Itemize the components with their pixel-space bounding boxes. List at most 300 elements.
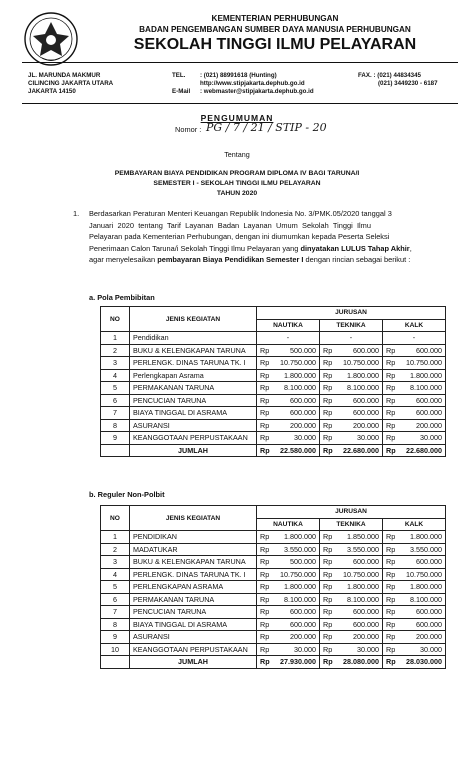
currency-label: Rp [386,544,396,554]
amount-cell [320,568,383,581]
amount-cell [383,419,446,432]
currency-label: Rp [323,408,333,418]
currency-label: Rp [260,582,270,592]
currency-label: Rp [323,420,333,430]
amount-cell [383,407,446,420]
currency-label: Rp [386,557,396,567]
contact-values [200,72,314,96]
row-number: 1 [101,531,130,544]
amount-value: 200.000 [416,632,442,642]
paragraph-number: 1. [73,209,80,218]
amount-value: 30.000 [294,433,316,443]
tel-value: : (021) 88991618 (Hunting) [200,72,277,79]
table-row [101,631,446,644]
contact-labels [172,72,190,96]
amount-cell [257,656,320,669]
row-number: 8 [101,618,130,631]
row-number: 4 [101,369,130,382]
amount-value: 22.680.000 [343,445,379,455]
tentang-label: Tentang [224,150,250,159]
currency-label: Rp [260,632,270,642]
currency-label: Rp [323,594,333,604]
amount-value: 10.750.000 [280,569,316,579]
paragraph-line: Pelayaran pada Kementerian Perhubungan, dengan ini diumumkan kepada Peserta Seleksi [89,232,390,241]
table-row [101,357,446,370]
amount-cell [257,593,320,606]
paragraph-line: Januari 2020 tentang Tarif Layanan Badan Layanan Umum Sekolah Tinggi Ilmu [89,220,371,230]
amount-value: 30.000 [420,644,442,654]
amount-cell [320,357,383,370]
amount-cell [383,543,446,556]
currency-label: Rp [386,445,396,455]
amount-value: 200.000 [416,420,442,430]
currency-label: Rp [323,632,333,642]
email-label: E-Mail [172,88,191,95]
amount-cell [383,394,446,407]
amount-cell [383,656,446,669]
paragraph-line: Berdasarkan Peraturan Menteri Keuangan Republik Indonesia No. 3/PMK.05/2020 tanggal 3 [89,209,392,218]
total-blank [101,656,130,669]
col-teknika: TEKNIKA [320,319,383,332]
amount-value: 1.800.000 [284,582,316,592]
section-label: b. Reguler Non-Polbit [89,490,165,499]
row-activity: PERMAKANAN TARUNA [130,593,257,606]
amount-cell [257,568,320,581]
table-row [101,556,446,569]
amount-value: 22.580.000 [280,445,316,455]
amount-cell [257,407,320,420]
paragraph-line: agar menyelesaikan pembayaran Biaya Pendidikan Semester I dengan rincian sebagai berikut : [89,255,411,264]
row-number: 2 [101,543,130,556]
amount-value: 1.800.000 [410,582,442,592]
row-activity: PERLENGK. DINAS TARUNA TK. I [130,357,257,370]
row-activity: PERLENGKAPAN ASRAMA [130,581,257,594]
amount-cell [383,444,446,457]
header-divider [22,103,458,104]
amount-cell [320,606,383,619]
notice-heading: PENGUMUMAN [200,113,274,123]
currency-label: Rp [260,619,270,629]
row-number: 8 [101,419,130,432]
row-activity: Pendidikan [130,332,257,345]
fee-table-reguler-non-polbit [100,505,446,669]
table-row [101,432,446,445]
row-activity: ASURANSI [130,631,257,644]
amount-cell [257,531,320,544]
amount-cell [383,568,446,581]
currency-label: Rp [386,358,396,368]
amount-value: 600.000 [416,345,442,355]
amount-cell [257,357,320,370]
row-number: 6 [101,394,130,407]
amount-cell [383,631,446,644]
currency-label: Rp [323,445,333,455]
amount-value: 22.680.000 [406,445,442,455]
table-row [101,543,446,556]
amount-cell [383,332,446,345]
currency-label: Rp [260,383,270,393]
table-row [101,369,446,382]
fax-value: : (021) 44834345 [373,72,421,79]
amount-cell [320,344,383,357]
total-blank [101,444,130,457]
ministry-name: KEMENTERIAN PERHUBUNGAN [211,14,339,23]
email-value[interactable]: : webmaster@stipjakarta.dephub.go.id [200,88,314,95]
table-row [101,419,446,432]
currency-label: Rp [260,544,270,554]
amount-cell [257,382,320,395]
amount-value: 1.800.000 [284,370,316,380]
amount-cell [383,382,446,395]
row-number: 1 [101,332,130,345]
currency-label: Rp [386,607,396,617]
currency-label: Rp [386,632,396,642]
header-divider [22,62,458,63]
notice-subtitle: SEMESTER I - SEKOLAH TINGGI ILMU PELAYARAN [153,180,321,187]
amount-cell [257,556,320,569]
total-row [101,444,446,457]
table-row [101,344,446,357]
row-activity: BUKU & KELENGKAPAN TARUNA [130,556,257,569]
currency-label: Rp [323,532,333,542]
amount-value: 3.550.000 [284,544,316,554]
amount-cell [257,432,320,445]
amount-value: 28.080.000 [343,657,379,667]
currency-label: Rp [323,644,333,654]
currency-label: Rp [260,557,270,567]
website-link[interactable]: http://www.stipjakarta.dephub.go.id [200,80,305,87]
currency-label: Rp [260,657,270,667]
row-activity: BIAYA TINGGAL DI ASRAMA [130,618,257,631]
amount-cell [320,618,383,631]
intro-paragraph [89,208,451,266]
address-line: JAKARTA 14150 [28,88,76,95]
amount-value: 600.000 [290,395,316,405]
amount-value: 200.000 [290,632,316,642]
row-activity: BIAYA TINGGAL DI ASRAMA [130,407,257,420]
currency-label: Rp [386,370,396,380]
fax-block [358,72,438,88]
amount-value: 8.100.000 [410,383,442,393]
address-line: CILINCING JAKARTA UTARA [28,80,114,87]
row-number: 3 [101,357,130,370]
table-row [101,606,446,619]
fax-value: (021) 3449230 - 6187 [378,80,438,87]
currency-label: Rp [386,619,396,629]
currency-label: Rp [260,345,270,355]
row-number: 5 [101,581,130,594]
currency-label: Rp [323,358,333,368]
amount-cell [320,432,383,445]
currency-label: Rp [386,408,396,418]
amount-value: 8.100.000 [284,594,316,604]
amount-value: 10.750.000 [280,358,316,368]
amount-value: 27.930.000 [280,657,316,667]
amount-value: 200.000 [290,420,316,430]
currency-label: Rp [260,370,270,380]
amount-cell [383,344,446,357]
currency-label: Rp [386,433,396,443]
currency-label: Rp [323,433,333,443]
currency-label: Rp [386,644,396,654]
currency-label: Rp [323,370,333,380]
amount-cell [320,407,383,420]
amount-value: 600.000 [416,395,442,405]
col-no: NO [101,506,130,531]
fax-label: FAX. [358,72,372,79]
row-activity: KEANGGOTAAN PERPUSTAKAAN [130,643,257,656]
address-line: JL. MARUNDA MAKMUR [28,72,101,79]
currency-label: Rp [260,358,270,368]
amount-cell [257,606,320,619]
amount-value: 500.000 [290,557,316,567]
amount-value: 8.100.000 [410,594,442,604]
amount-value: 28.030.000 [406,657,442,667]
currency-label: Rp [260,532,270,542]
total-row [101,656,446,669]
amount-cell [383,593,446,606]
amount-value: 200.000 [353,632,379,642]
notice-year: TAHUN 2020 [216,190,258,197]
amount-value: 30.000 [420,433,442,443]
row-activity: ASURANSI [130,419,257,432]
currency-label: Rp [260,433,270,443]
col-jurusan: JURUSAN [257,506,446,519]
row-activity: PERLENGK. DINAS TARUNA TK. I [130,568,257,581]
amount-cell [320,581,383,594]
currency-label: Rp [386,569,396,579]
amount-cell [320,656,383,669]
amount-cell [257,618,320,631]
table-row [101,618,446,631]
amount-cell [320,382,383,395]
col-kalk: KALK [383,319,446,332]
amount-value: - [286,333,290,343]
amount-value: 600.000 [416,619,442,629]
amount-value: - [349,333,353,343]
amount-cell [257,543,320,556]
total-label: JUMLAH [130,444,257,457]
col-teknika: TEKNIKA [320,518,383,531]
currency-label: Rp [260,569,270,579]
amount-cell [320,593,383,606]
amount-cell [257,643,320,656]
notice-title: PEMBAYARAN BIAYA PENDIDIKAN PROGRAM DIPLOMA IV BAGI TARUNA/I [114,170,360,177]
currency-label: Rp [386,532,396,542]
amount-cell [320,394,383,407]
amount-value: 600.000 [353,607,379,617]
amount-cell [320,531,383,544]
row-number: 7 [101,407,130,420]
amount-value: 1.850.000 [347,532,379,542]
row-number: 3 [101,556,130,569]
row-activity: PERMAKANAN TARUNA [130,382,257,395]
amount-value: 30.000 [357,433,379,443]
row-number: 6 [101,593,130,606]
currency-label: Rp [386,594,396,604]
amount-value: 30.000 [357,644,379,654]
col-nautika: NAUTIKA [257,518,320,531]
currency-label: Rp [323,544,333,554]
table-row [101,332,446,345]
total-label: JUMLAH [130,656,257,669]
amount-value: 8.100.000 [347,594,379,604]
amount-cell [320,444,383,457]
table-row [101,643,446,656]
row-number: 9 [101,432,130,445]
agency-name: BADAN PENGEMBANGAN SUMBER DAYA MANUSIA PERHUBUNGAN [139,25,411,34]
amount-value: 600.000 [353,395,379,405]
amount-value: 600.000 [353,345,379,355]
currency-label: Rp [260,395,270,405]
ministry-logo [22,10,80,68]
row-number: 2 [101,344,130,357]
row-activity: BUKU & KELENGKAPAN TARUNA [130,344,257,357]
amount-value: 10.750.000 [406,569,442,579]
amount-value: 600.000 [416,408,442,418]
paragraph-line: Penerimaan Calon Taruna/i Sekolah Tinggi Ilmu Pelayaran yang dinyatakan LULUS Tahap Akhir, [89,243,412,253]
amount-value: 600.000 [290,607,316,617]
amount-value: 10.750.000 [343,358,379,368]
amount-value: 10.750.000 [343,569,379,579]
currency-label: Rp [323,619,333,629]
amount-cell [383,531,446,544]
row-number: 7 [101,606,130,619]
amount-value: 600.000 [416,607,442,617]
amount-cell [320,631,383,644]
amount-value: 200.000 [353,420,379,430]
amount-value: 600.000 [353,408,379,418]
amount-value: 600.000 [353,557,379,567]
amount-value: 3.550.000 [410,544,442,554]
amount-value: 600.000 [290,408,316,418]
currency-label: Rp [323,345,333,355]
row-activity: PENCUCIAN TARUNA [130,606,257,619]
row-number: 10 [101,643,130,656]
currency-label: Rp [260,594,270,604]
row-number: 9 [101,631,130,644]
amount-value: 8.100.000 [347,383,379,393]
table-row [101,581,446,594]
amount-cell [257,394,320,407]
row-activity: KEANGGOTAAN PERPUSTAKAAN [130,432,257,445]
row-activity: PENCUCIAN TARUNA [130,394,257,407]
amount-value: 1.800.000 [410,532,442,542]
col-jenis: JENIS KEGIATAN [130,307,257,332]
currency-label: Rp [386,420,396,430]
amount-cell [320,332,383,345]
table-row [101,382,446,395]
row-activity: Perlengkapan Asrama [130,369,257,382]
currency-label: Rp [323,557,333,567]
currency-label: Rp [260,644,270,654]
currency-label: Rp [323,383,333,393]
amount-value: 10.750.000 [406,358,442,368]
amount-cell [320,543,383,556]
amount-value: 3.550.000 [347,544,379,554]
currency-label: Rp [323,607,333,617]
col-no: NO [101,307,130,332]
amount-cell [383,357,446,370]
currency-label: Rp [386,395,396,405]
amount-value: 1.800.000 [410,370,442,380]
notice-number-label: Nomor : [175,125,202,134]
currency-label: Rp [323,657,333,667]
currency-label: Rp [386,657,396,667]
amount-value: 600.000 [416,557,442,567]
fee-table-pola-pembibitan [100,306,446,457]
col-jurusan: JURUSAN [257,307,446,320]
amount-value: 8.100.000 [284,383,316,393]
amount-cell [257,631,320,644]
amount-cell [320,643,383,656]
table-row [101,407,446,420]
amount-value: 1.800.000 [347,582,379,592]
row-activity: PENDIDIKAN [130,531,257,544]
address-block [28,72,113,96]
currency-label: Rp [386,383,396,393]
col-nautika: NAUTIKA [257,319,320,332]
school-name: SEKOLAH TINGGI ILMU PELAYARAN [133,36,417,53]
currency-label: Rp [323,395,333,405]
row-number: 4 [101,568,130,581]
amount-cell [383,556,446,569]
currency-label: Rp [323,569,333,579]
currency-label: Rp [260,445,270,455]
amount-cell [320,419,383,432]
row-number: 5 [101,382,130,395]
amount-cell [257,332,320,345]
currency-label: Rp [386,345,396,355]
amount-value: 600.000 [290,619,316,629]
currency-label: Rp [260,408,270,418]
amount-cell [257,344,320,357]
amount-value: 600.000 [353,619,379,629]
currency-label: Rp [386,582,396,592]
amount-value: 1.800.000 [347,370,379,380]
table-row [101,394,446,407]
amount-cell [383,581,446,594]
notice-number-handwritten: PG / 7 / 21 / STIP - 20 [206,121,327,134]
section-label: a. Pola Pembibitan [89,293,155,302]
amount-cell [257,419,320,432]
col-jenis: JENIS KEGIATAN [130,506,257,531]
currency-label: Rp [260,607,270,617]
table-row [101,531,446,544]
amount-cell [383,432,446,445]
amount-cell [320,556,383,569]
table-row [101,568,446,581]
table-row [101,593,446,606]
amount-cell [257,581,320,594]
amount-cell [383,606,446,619]
col-kalk: KALK [383,518,446,531]
amount-cell [257,369,320,382]
row-activity: MADATUKAR [130,543,257,556]
amount-cell [383,643,446,656]
amount-cell [383,369,446,382]
amount-value: 30.000 [294,644,316,654]
amount-cell [320,369,383,382]
amount-cell [257,444,320,457]
amount-cell [383,618,446,631]
currency-label: Rp [260,420,270,430]
tel-label: TEL. [172,72,186,79]
amount-value: 1.800.000 [284,532,316,542]
amount-value: - [412,333,416,343]
currency-label: Rp [323,582,333,592]
amount-value: 500.000 [290,345,316,355]
